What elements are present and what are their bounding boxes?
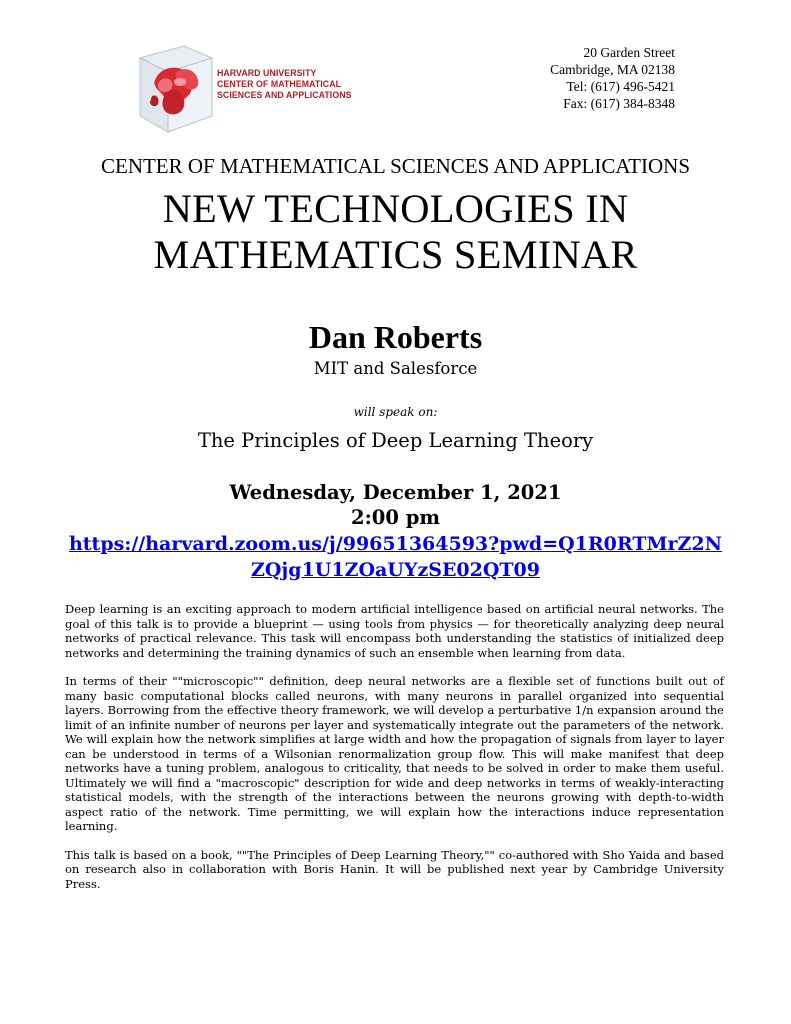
logo-line: HARVARD UNIVERSITY — [217, 68, 317, 79]
logo-line: SCIENCES AND APPLICATIONS — [217, 90, 352, 101]
logo-line: CENTER OF MATHEMATICAL — [217, 79, 342, 90]
talk-title: The Principles of Deep Learning Theory — [197, 429, 594, 452]
abstract-paragraph: In terms of their ""microscopic"" definition, deep neural networks are a flexible set of functions built out of many basic computational blocks called neurons, with many neurons in parallel organized into sequential layers. Borrowing from the effective theory framework, we will develop a perturbative 1/n expansion around the limit of an infinite number of neurons per layer and systematically integrate out the parameters of the network. We will explain how the network simplifies at large width and how the propagation of signals from layer to layer can be understood in terms of a Wilsonian renormalization group flow. This will make manifest that deep networks have a tuning problem, analogous to criticality, that needs to be solved in order to make them useful. Ultimately we will find a "macroscopic" description for wide and deep networks in terms of weakly-interacting statistical models, with the strength of the interactions between the neurons growing with depth-to-width aspect ratio of the network. Time permitting, we will explain how the interactions induce representation learning. — [65, 674, 724, 833]
address-line: Fax: (617) 384-8348 — [563, 96, 675, 111]
zoom-link-line[interactable]: https://harvard.zoom.us/j/99651364593?pwd=Q1R0RTMrZ2N — [68, 533, 723, 555]
address-line: Cambridge, MA 02138 — [550, 62, 675, 77]
zoom-link-line[interactable]: ZQjg1U1ZOaUYzSE02QT09 — [250, 559, 541, 581]
address-line: 20 Garden Street — [583, 45, 675, 60]
address-line: Tel: (617) 496-5421 — [566, 79, 675, 94]
abstract-paragraph: This talk is based on a book, ""The Principles of Deep Learning Theory,"" co-authored with Sho Yaida and based on research also in collaboration with Boris Hanin. It will be published next year by Cambridge University Press. — [65, 847, 724, 891]
logo-wordmark — [217, 68, 352, 101]
seminar-title-line: NEW TECHNOLOGIES IN — [162, 186, 629, 231]
speaker-affiliation: MIT and Salesforce — [313, 359, 478, 378]
abstract — [65, 602, 724, 905]
will-speak-on-label: will speak on: — [353, 405, 438, 419]
seminar-title — [0, 186, 791, 278]
zoom-link[interactable] — [0, 531, 791, 583]
organization-name: CENTER OF MATHEMATICAL SCIENCES AND APPLICATIONS — [100, 154, 691, 178]
speaker-name: Dan Roberts — [308, 319, 483, 355]
event-time: 2:00 pm — [351, 506, 440, 529]
abstract-paragraph: Deep learning is an exciting approach to modern artificial intelligence based on artificial neural networks. The goal of this talk is to provide a blueprint — using tools from physics — for theoretically analyzing deep neural networks of practical relevance. This task will encompass both understanding the statistics of initialized deep networks and determining the training dynamics of such an ensemble when learning from data. — [65, 602, 724, 660]
address-block — [550, 44, 675, 112]
event-date: Wednesday, December 1, 2021 — [229, 481, 562, 504]
seminar-title-line: MATHEMATICS SEMINAR — [153, 232, 638, 277]
